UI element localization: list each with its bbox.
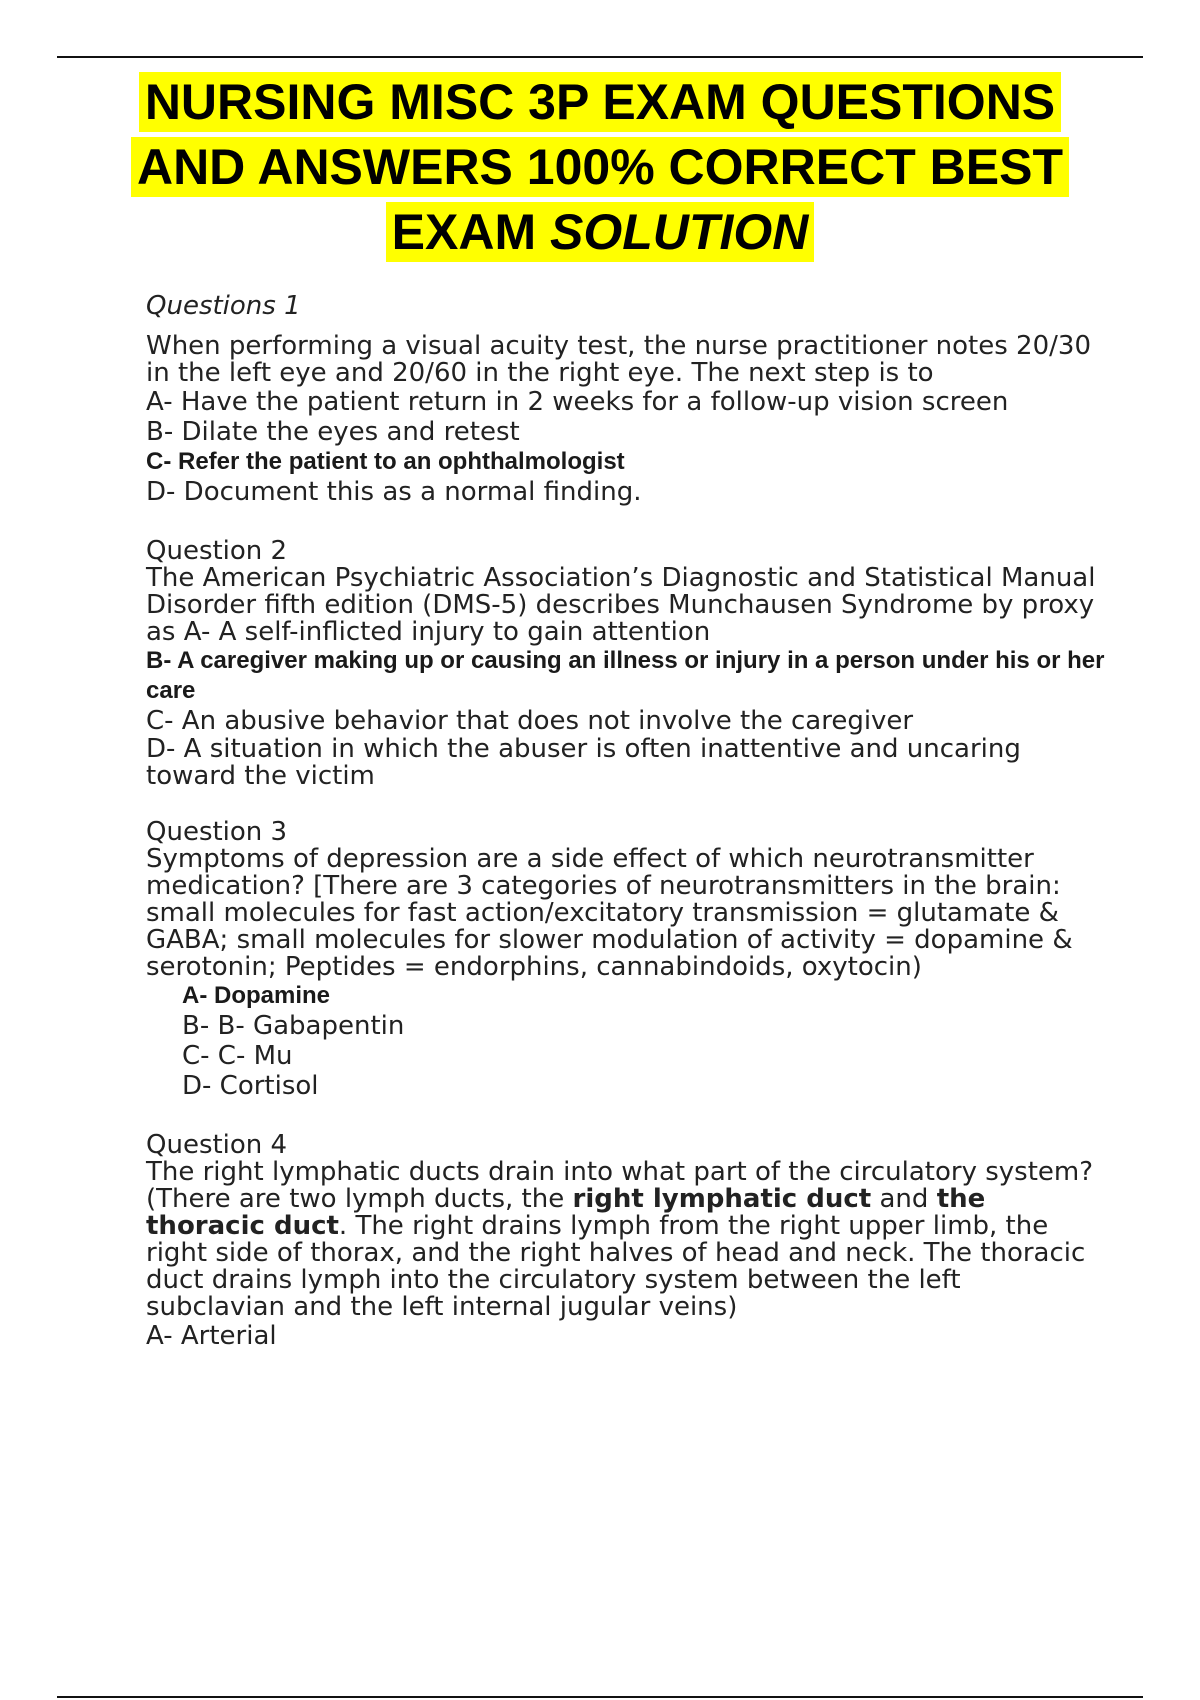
document-body xyxy=(146,292,1106,1351)
question-label: Question 2 xyxy=(146,536,288,566)
top-rule xyxy=(57,56,1143,58)
question-1 xyxy=(146,292,1106,507)
question-stem: The American Psychiatric Association’s Diagnostic and Statistical Manual Disorder fifth edition (DMS-5) describes Munchausen Syndrome by proxy as A- A self-inflicted injury to gain attention xyxy=(146,563,1096,647)
title-line-3-regular: EXAM xyxy=(391,204,551,260)
answer-option-a: A- Arterial xyxy=(146,1321,277,1351)
spacer xyxy=(146,1101,1106,1131)
answer-option-a: A- Have the patient return in 2 weeks for a follow-up vision screen xyxy=(146,387,1009,417)
title-line-1: NURSING MISC 3P EXAM QUESTIONS xyxy=(139,72,1061,132)
question-label: Question 3 xyxy=(146,817,288,847)
correct-answer-option-c: C- Refer the patient to an ophthalmologist xyxy=(146,448,625,475)
correct-answer-option-a: A- Dopamine xyxy=(182,982,331,1009)
stem-bold-term: the thoracic duct xyxy=(146,1184,986,1241)
title-line-3 xyxy=(386,202,815,262)
question-stem xyxy=(146,1159,1106,1321)
question-stem: When performing a visual acuity test, the nurse practitioner notes 20/30 in the left eye and 20/60 in the right eye. The next step is to xyxy=(146,331,1091,388)
answer-option-c: C- C- Mu xyxy=(182,1041,293,1071)
stem-text: and xyxy=(871,1184,937,1214)
stem-text: The right lymphatic ducts drain into what part of the circulatory system? (There are two lymph ducts, the xyxy=(146,1157,1094,1214)
question-4 xyxy=(146,1131,1106,1351)
correct-answer-option-b: B- A caregiver making up or causing an illness or injury in a person under his or her care xyxy=(146,647,1105,704)
title-line-2: AND ANSWERS 100% CORRECT BEST xyxy=(131,137,1069,197)
spacer xyxy=(146,790,1106,818)
question-2 xyxy=(146,537,1106,790)
question-3 xyxy=(146,818,1106,1101)
answer-option-b: B- Dilate the eyes and retest xyxy=(146,417,520,447)
stem-bold-term: right lymphatic duct xyxy=(572,1184,872,1214)
answer-option-d: D- Cortisol xyxy=(182,1071,319,1101)
answer-option-b: B- B- Gabapentin xyxy=(182,1011,405,1041)
stem-text: . The right drains lymph from the right upper limb, the right side of thorax, and the right halves of head and neck. The thoracic duct drains lymph into the circulatory system between the left subclavian and the left internal jugular veins) xyxy=(146,1211,1086,1322)
answer-option-d: D- Document this as a normal finding. xyxy=(146,477,642,507)
question-label: Question 4 xyxy=(146,1130,288,1160)
question-stem: Symptoms of depression are a side effect of which neurotransmitter medication? [There are 3 categories of neurotransmitters in the brain: small molecules for fast action/excitatory transmission = glutamate & GABA; small molecules for slower modulation of activity = dopamine & serotonin; Peptides = endorphins, cannabindoids, oxytocin) xyxy=(146,844,1073,982)
title-line-3-italic: SOLUTION xyxy=(550,204,809,260)
answer-option-c: C- An abusive behavior that does not involve the caregiver xyxy=(146,706,914,736)
answer-option-d: D- A situation in which the abuser is often inattentive and uncaring toward the victim xyxy=(146,734,1021,791)
question-label: Questions 1 xyxy=(146,291,301,321)
spacer xyxy=(146,507,1106,537)
bottom-rule xyxy=(57,1696,1143,1698)
document-title xyxy=(60,70,1140,265)
